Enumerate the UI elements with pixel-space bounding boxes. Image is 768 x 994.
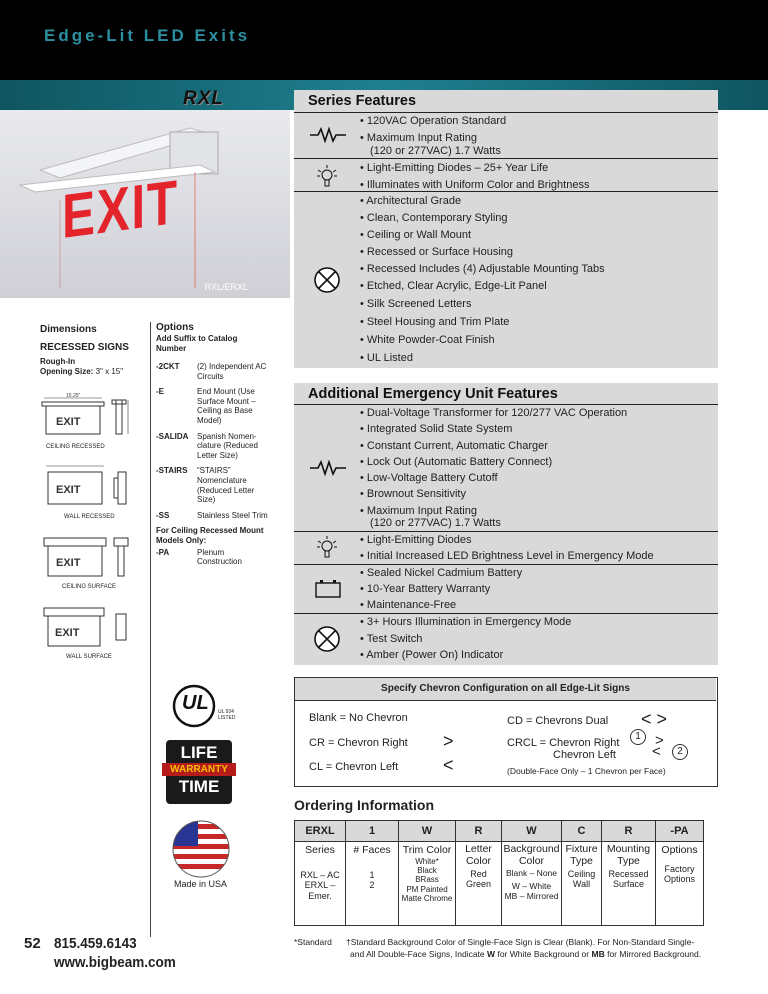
cell-value: Black [417, 866, 437, 876]
options-heading: Options [156, 322, 194, 333]
ul-logo [172, 684, 216, 733]
diagram-label-ceiling-surface: CEILING SURFACE [62, 584, 117, 590]
option-code: -STAIRS [156, 466, 188, 476]
feature-item: • Light-Emitting Diodes – 25+ Year Life [360, 162, 549, 174]
header-cell: 1 [346, 821, 399, 842]
opening-label: Opening Size: [40, 367, 94, 376]
cell-value: Surface [612, 879, 645, 890]
option-code: -SS [156, 510, 170, 520]
lamp-symbol-icon [313, 266, 341, 294]
option-desc: Stainless Steel Trim [197, 510, 268, 520]
feature-item: • Maximum Input Rating [360, 132, 477, 144]
cell-value: 1 [369, 870, 375, 880]
cell-value: 2 [369, 880, 375, 891]
feature-item: (120 or 277VAC) 1.7 Watts [370, 517, 501, 529]
feature-item: • 10-Year Battery Warranty [360, 583, 491, 595]
ordering-header-row [295, 821, 704, 842]
feature-item: • Architectural Grade [360, 195, 462, 207]
wall-recessed-diagram [40, 460, 140, 518]
divider [294, 158, 718, 159]
ul-text: UL [182, 692, 209, 714]
ordering-table [294, 820, 704, 926]
face-1-badge: 1 [630, 729, 646, 745]
cell-value: PM Painted [406, 884, 448, 894]
svg-text:EXIT: EXIT [56, 557, 81, 569]
feature-item: • Dual-Voltage Transformer for 120/277 VAC Operation [360, 407, 628, 419]
cell-value: Red [470, 869, 487, 880]
divider [294, 531, 718, 532]
option-item [156, 511, 268, 521]
diagram-label-ceiling-recessed: CEILING RECESSED [46, 444, 105, 450]
model-badge: RXL [183, 88, 224, 109]
chevron-right-glyph: > [443, 731, 454, 751]
cell-label: Options [661, 844, 698, 856]
chevron-crcl: CRCL = Chevron Right [507, 737, 620, 749]
chevron-cd: CD = Chevrons Dual [507, 715, 609, 727]
ceiling-recessed-diagram [40, 392, 140, 450]
chevron-cl: CL = Chevron Left [309, 761, 399, 773]
rough-in-label: Rough-In [40, 357, 76, 366]
dimension-diagrams [40, 392, 140, 662]
chevron-crcl-2: Chevron Left [553, 749, 616, 761]
time-text: TIME [178, 777, 220, 796]
header-cell: W [502, 821, 562, 842]
usa-globe-icon [172, 820, 230, 883]
life-text: LIFE [180, 743, 218, 762]
chevron-cr: CR = Chevron Right [309, 737, 408, 749]
feature-item: • Brownout Sensitivity [360, 488, 466, 500]
cell-value: Ceiling [567, 869, 596, 880]
option-item [156, 466, 268, 504]
feature-item: • Constant Current, Automatic Charger [360, 440, 548, 452]
diagram-label-wall-surface: WALL SURFACE [66, 654, 112, 660]
cell-value: Blank – None [505, 868, 558, 879]
ul-listed-text: UL 924 LISTED [218, 709, 236, 721]
cell-value: Options [663, 874, 696, 885]
made-in-usa: Made in USA [174, 879, 228, 889]
page-number: 52 [24, 935, 41, 952]
ordering-cell [346, 842, 399, 926]
cell-value: RXL – AC [300, 870, 340, 880]
life-warranty-logo [166, 740, 232, 804]
cell-value: Factory [664, 864, 695, 874]
footnote-standard: *Standard [294, 937, 332, 947]
cell-value: MB – Mirrored [504, 890, 559, 901]
divider [294, 404, 718, 405]
options-subheading: Add Suffix to Catalog Number [156, 334, 238, 353]
feature-item: • UL Listed [360, 352, 413, 364]
footnote-mb: MB [591, 949, 605, 959]
option-code: -E [156, 387, 164, 397]
feature-item: • Silk Screened Letters [360, 298, 472, 310]
header-cell: C [562, 821, 602, 842]
feature-item: • Clean, Contemporary Styling [360, 212, 508, 224]
cell-label: Letter Color [465, 843, 492, 867]
feature-item: • Sealed Nickel Cadmium Battery [360, 567, 523, 579]
warranty-text: WARRANTY [162, 763, 236, 776]
ordering-cell [295, 842, 346, 926]
ordering-cell [656, 842, 704, 926]
website-link[interactable]: www.bigbeam.com [54, 954, 176, 971]
svg-text:EXIT: EXIT [56, 416, 81, 428]
feature-item: • Recessed or Surface Housing [360, 246, 514, 258]
series-features-title: Series Features [308, 93, 417, 109]
footnote-background-2 [350, 949, 701, 959]
footnote-background: †Standard Background Color of Single-Face Sign is Clear (Blank). For Non-Standard Single- [346, 937, 695, 947]
footnote-w: W [487, 949, 496, 959]
ordering-cell [602, 842, 656, 926]
footnote-part: for Mirrored Background. [607, 949, 702, 959]
feature-item: • Initial Increased LED Brightness Level in Emergency Mode [360, 550, 654, 562]
crcl-left-glyph: < [652, 743, 661, 760]
chevron-box [294, 677, 718, 787]
chevron-left-glyph: < [443, 755, 454, 775]
option-desc: End Mount (Use Surface Mount – Ceiling as Base Model) [197, 387, 256, 425]
ordering-body-row [295, 842, 704, 926]
option-item [156, 362, 268, 381]
face-2-badge: 2 [672, 744, 688, 760]
feature-item: • Steel Housing and Trim Plate [360, 316, 510, 328]
option-desc: Spanish Nomen-clature (Reduced Letter Size) [197, 431, 258, 460]
cell-label: # Faces [353, 844, 391, 856]
svg-text:EXIT: EXIT [55, 627, 80, 639]
header-cell: R [456, 821, 502, 842]
phone-number: 815.459.6143 [54, 935, 137, 952]
battery-icon [314, 579, 342, 599]
cell-value: White* [415, 857, 439, 866]
cell-value: Recessed [608, 869, 649, 880]
crcl-right-glyph: > [655, 732, 664, 749]
feature-item: • Low-Voltage Battery Cutoff [360, 472, 498, 484]
feature-item: • 3+ Hours Illumination in Emergency Mode [360, 616, 572, 628]
option-code: -SALIDA [156, 431, 189, 441]
option-desc: Plenum Construction [197, 547, 242, 567]
ordering-cell [502, 842, 562, 926]
header-cell: R [602, 821, 656, 842]
option-code: -PA [156, 547, 170, 557]
option-desc: “STAIRS” Nomenclature (Reduced Letter Size) [197, 466, 255, 505]
feature-item: • Light-Emitting Diodes [360, 534, 472, 546]
feature-item: • Etched, Clear Acrylic, Edge-Lit Panel [360, 280, 547, 292]
diagram-label-wall-recessed: WALL RECESSED [64, 514, 115, 520]
feature-item: • Lock Out (Automatic Battery Connect) [360, 456, 553, 468]
ordering-cell [456, 842, 502, 926]
footnote-part: for White Background or [497, 949, 590, 959]
lamp-symbol-icon [313, 625, 341, 653]
feature-item: • Maintenance-Free [360, 599, 457, 611]
led-bulb-icon [316, 534, 338, 562]
feature-item: • Amber (Power On) Indicator [360, 649, 504, 661]
feature-item: • Maximum Input Rating [360, 505, 477, 517]
feature-item: (120 or 277VAC) 1.7 Watts [370, 145, 501, 157]
divider [294, 564, 718, 565]
cell-label: Fixture Type [565, 843, 598, 867]
cell-label: Series [305, 844, 335, 856]
cell-value: ERXL – Emer. [304, 880, 336, 901]
chevron-title: Specify Chevron Configuration on all Edge-Lit Signs [381, 683, 630, 694]
cell-value: W – White [511, 880, 552, 891]
ordering-cell [562, 842, 602, 926]
cell-value: Wall [572, 879, 591, 890]
cell-label: Background Color [503, 843, 560, 867]
page-title: Edge-Lit LED Exits [44, 26, 251, 45]
svg-text:EXIT: EXIT [56, 484, 81, 496]
cell-value: Green [465, 879, 491, 890]
option-code: -2CKT [156, 362, 180, 371]
cell-value: Matte Chrome [401, 893, 453, 903]
divider [294, 613, 718, 614]
header-cell: -PA [656, 821, 704, 842]
option-item [156, 432, 268, 461]
feature-item: • Test Switch [360, 633, 423, 645]
option-item [156, 387, 268, 425]
option-desc: (2) Independent AC Circuits [197, 362, 267, 381]
ceiling-note: For Ceiling Recessed Mount Models Only: [156, 526, 264, 545]
cell-label: Mounting Type [606, 843, 651, 867]
options-list [156, 362, 268, 567]
dimensions-heading: Dimensions [40, 324, 97, 335]
product-photo [0, 110, 290, 298]
header-cell: ERXL [295, 821, 346, 842]
recessed-heading: RECESSED SIGNS [40, 342, 129, 353]
header-cell: W [399, 821, 456, 842]
photo-caption: RXL/ERXL [204, 282, 248, 292]
chevron-note: (Double-Face Only – 1 Chevron per Face) [507, 766, 666, 776]
feature-item: • Integrated Solid State System [360, 423, 513, 435]
column-divider [150, 322, 151, 937]
cell-label: Trim Color [402, 844, 452, 856]
resistor-icon [310, 126, 346, 144]
ceiling-surface-diagram [40, 530, 140, 588]
resistor-icon [310, 459, 346, 477]
footnote-part: and All Double-Face Signs, Indicate [350, 949, 485, 959]
ordering-cell [399, 842, 456, 926]
feature-item: • Ceiling or Wall Mount [360, 229, 472, 241]
led-bulb-icon [316, 163, 338, 191]
divider [294, 112, 718, 113]
dim-a-1: 15.25" [66, 393, 81, 399]
chevron-dual-glyph: < > [641, 709, 668, 729]
feature-item: • 120VAC Operation Standard [360, 115, 507, 127]
wall-surface-diagram [40, 600, 140, 658]
feature-item: • Illuminates with Uniform Color and Brightness [360, 179, 590, 191]
option-item [156, 548, 268, 567]
feature-item: • Recessed Includes (4) Adjustable Mounting Tabs [360, 263, 605, 275]
cell-value: BRass [415, 875, 439, 885]
opening-size [40, 367, 123, 376]
emergency-features-title: Additional Emergency Unit Features [308, 386, 558, 402]
opening-value: 3" x 15" [95, 367, 124, 376]
chevron-blank: Blank = No Chevron [309, 712, 408, 724]
feature-item: • White Powder-Coat Finish [360, 334, 495, 346]
ordering-title: Ordering Information [294, 797, 434, 813]
exit-text: EXIT [62, 167, 179, 252]
